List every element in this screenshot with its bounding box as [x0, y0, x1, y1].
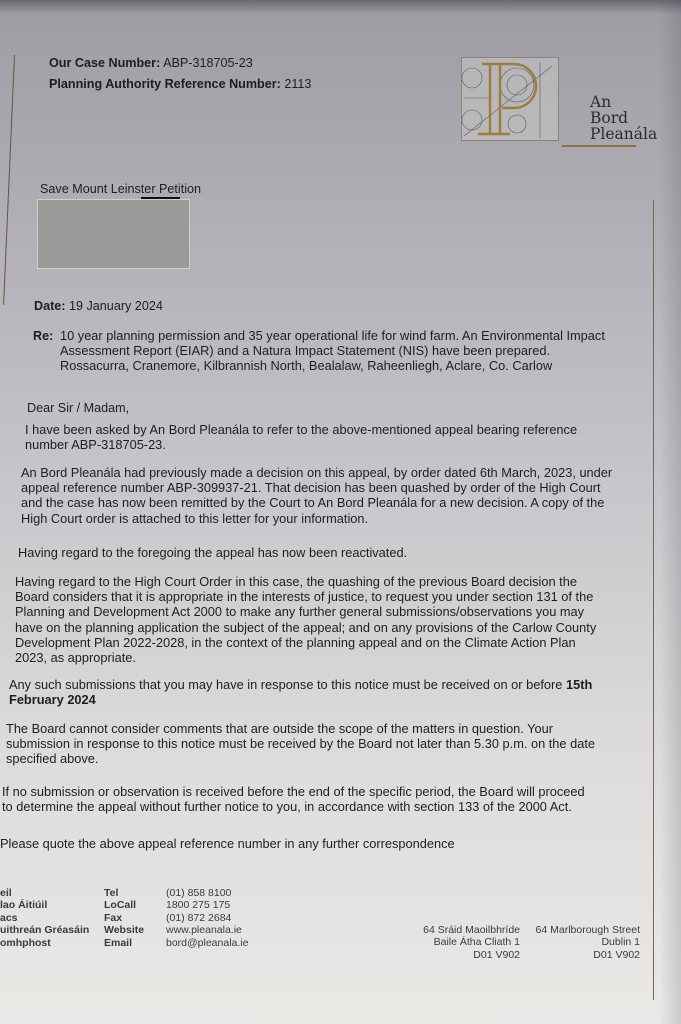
paragraph-quote-reference	[0, 836, 455, 851]
paragraph-line: to determine the appeal without further notice to you, in accordance with section 133 of the 2000 Act.	[2, 799, 572, 815]
address-line: D01 V902	[473, 948, 520, 961]
deadline-line-1	[9, 677, 592, 692]
re-line: 10 year planning permission and 35 year operational life for wind farm. An Environmental Impact	[60, 328, 605, 343]
margin-line-right	[653, 200, 654, 1000]
paragraph-line: High Court order is attached to this letter for your information.	[21, 510, 369, 526]
paragraph-referral	[25, 422, 577, 452]
footer-fax: (01) 872 2684	[166, 911, 232, 924]
footer-label: Tel	[104, 887, 119, 899]
logo-line-pleanala: Pleanála	[590, 125, 658, 143]
paragraph-line: appeal reference number ABP-309937-21. That decision has been quashed by order of the High Court	[21, 480, 601, 496]
re-label: Re:	[33, 329, 54, 343]
footer-label: Email	[104, 936, 133, 949]
footer-label: lao Áitiúil	[0, 899, 48, 912]
paragraph-scope	[6, 721, 595, 767]
date-label: Date:	[34, 299, 66, 313]
logo-wordmark	[590, 94, 657, 142]
logo-line-bord: Bord	[590, 109, 629, 127]
margin-line-left	[3, 55, 15, 305]
footer-address-english	[528, 924, 640, 961]
footer-label: Website	[104, 924, 145, 937]
deadline-text: Any such submissions that you may have in response to this notice must be received on or before	[9, 677, 566, 692]
planning-authority-reference	[49, 76, 311, 92]
pa-ref-value: 2113	[284, 77, 312, 91]
deadline-month-year: February 2024	[9, 692, 96, 708]
re-line: Rossacurra, Cranemore, Kilbrannish North, Bealalaw, Raheenliegh, Aclare, Co. Carlow	[60, 358, 553, 374]
footer-label: Fax	[104, 911, 123, 924]
paragraph-line: specified above.	[6, 751, 99, 767]
footer-address-irish	[396, 924, 520, 961]
an-bord-pleanala-logo-mark	[461, 57, 559, 141]
paragraph-line: If no submission or observation is received before the end of the specific period, the Board will proceed	[2, 784, 585, 799]
paper-shadow-top	[0, 0, 681, 14]
footer-email-link[interactable]: bord@pleanala.ie	[166, 936, 249, 949]
case-number-value: ABP-318705-23	[163, 56, 253, 70]
paragraph-line: have on the planning application the subject of the appeal; and on any provisions of the Carlow County	[15, 619, 597, 635]
paragraph-line: Having regard to the foregoing the appeal has now been reactivated.	[18, 545, 408, 560]
paragraph-line: and the case has now been remitted by the Court to An Bord Pleanála for a new decision. A copy of the	[21, 495, 605, 511]
salutation: Dear Sir / Madam,	[27, 401, 130, 415]
address-line: Dublin 1	[601, 936, 640, 949]
re-subject	[60, 328, 605, 374]
paragraph-deadline	[9, 677, 592, 707]
paragraph-previous-decision	[21, 465, 612, 526]
pa-ref-label: Planning Authority Reference Number:	[49, 77, 281, 91]
footer-label: acs	[0, 911, 18, 924]
paper-shadow-right	[659, 0, 681, 1024]
re-line: Assessment Report (EIAR) and a Natura Impact Statement (NIS) have been prepared.	[60, 343, 551, 359]
address-line: Baile Átha Cliath 1	[433, 936, 520, 949]
footer-label: omhphost	[0, 936, 51, 949]
paragraph-line: The Board cannot consider comments that are outside the scope of the matters in question. Your	[6, 721, 554, 736]
address-line: 64 Sráid Maoilbhríde	[423, 924, 520, 936]
paragraph-line: number ABP-318705-23.	[25, 437, 166, 453]
logo-line-an: An	[590, 93, 612, 111]
paragraph-line: 2023, as appropriate.	[15, 650, 136, 666]
letter-date	[34, 298, 163, 314]
address-line: 64 Marlborough Street	[535, 924, 640, 936]
footer-english-labels	[104, 887, 144, 949]
paragraph-line: submission in response to this notice must be received by the Board not later than 5.30 p.m. on the date	[6, 736, 596, 752]
p-monogram-icon	[462, 58, 558, 140]
paragraph-reactivated	[18, 545, 407, 560]
logo-underline	[562, 145, 636, 147]
deadline-day: 15th	[565, 677, 593, 692]
paragraph-line: Board considers that it is appropriate in the interests of justice, to request you under section 131 of the	[15, 589, 594, 605]
paragraph-line: Having regard to the High Court Order in this case, the quashing of the previous Board decision the	[15, 574, 577, 589]
paragraph-line: An Bord Pleanála had previously made a decision on this appeal, by order dated 6th March, 2023, under	[21, 465, 613, 480]
footer-phone: (01) 858 8100	[166, 887, 232, 899]
footer-website-link[interactable]: www.pleanala.ie	[166, 924, 242, 937]
paragraph-no-submission	[2, 784, 585, 814]
footer-label: LoCall	[104, 899, 137, 912]
footer-locall: 1800 275 175	[166, 899, 231, 912]
redacted-address-box	[37, 199, 190, 269]
paragraph-line: Planning and Development Act 2000 to make any further general submissions/observations you may	[15, 604, 585, 620]
footer-label: eil	[0, 887, 12, 899]
case-number	[49, 55, 253, 71]
case-number-label: Our Case Number:	[49, 56, 161, 70]
footer-irish-labels	[0, 887, 89, 949]
paragraph-section-131-request	[15, 574, 596, 665]
recipient-name: Save Mount Leinster Petition	[40, 182, 202, 196]
footer-label: uithreán Gréasáin	[0, 924, 90, 937]
footer-contact-values	[166, 887, 248, 949]
address-line: D01 V902	[593, 948, 640, 961]
paragraph-line: Development Plan 2022-2028, in the context of the planning appeal and on the Climate Action Plan	[15, 634, 576, 650]
date-value: 19 January 2024	[69, 299, 163, 313]
paragraph-line: I have been asked by An Bord Pleanála to refer to the above-mentioned appeal bearing reference	[25, 422, 578, 437]
paragraph-line: Please quote the above appeal reference number in any further correspondence	[0, 836, 455, 851]
